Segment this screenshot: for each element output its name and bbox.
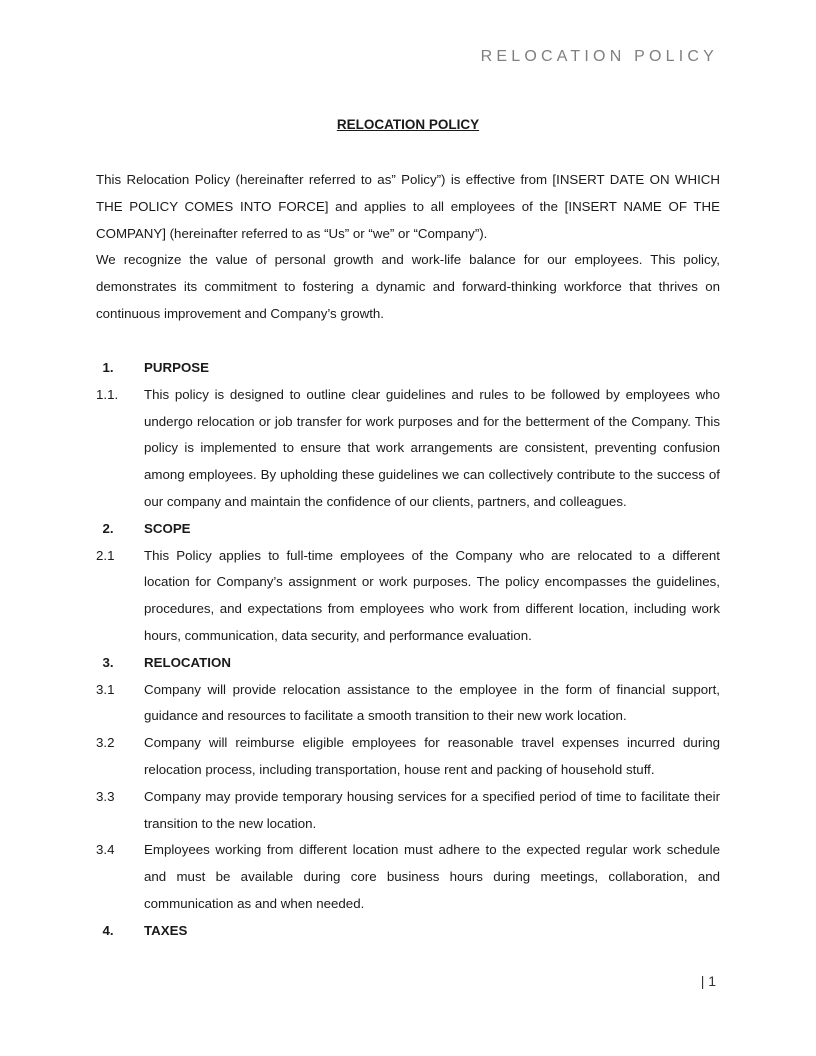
clause-number: 1. [102,360,114,375]
clause-text: Company will reimburse eligible employees for reasonable travel expenses incurred during relocation process, including transportation, house rent and packing of household stuff. [144,735,720,777]
policy-sections [96,355,720,945]
clause-number: 3.4 [96,842,115,858]
heading-text: TAXES [144,922,188,938]
clause-number: 1.1. [96,386,119,402]
clause-text: This policy is designed to outline clear guidelines and rules to be followed by employees who undergo relocation or job transfer for work purposes and for the betterment of the Company. This policy is implemented to ensure that work arrangements are consistent, preventing confusion among employees. By upholding these guidelines we can collectively contribute to the success of our company and maintain the confidence of our clients, partners, and colleagues. [144,386,720,509]
intro-paragraph: We recognize the value of personal growth and work-life balance for our employees. This policy, demonstrates its commitment to fostering a dynamic and forward-thinking workforce that thrives on continuous improvement and Company’s growth. [96,252,720,321]
clause-number: 3. [102,654,114,670]
section-clause [96,837,720,917]
clause-number: 3.1 [96,681,115,697]
document-title: RELOCATION POLICY [336,117,480,132]
section-clause [96,677,720,731]
clause-number: 3.3 [96,788,115,804]
clause-number: 2.1 [96,547,115,563]
header-title: RELOCATION POLICY [480,48,718,65]
section-heading [96,355,720,382]
clause-text: This Policy applies to full-time employees of the Company who are relocated to a different location for Company’s assignment or work purposes. The policy encompasses the guidelines, procedures, and expectations from employees who work from different location, including work hours, communication, data security, and performance evaluation. [144,547,720,643]
section-heading [96,918,720,945]
heading-text: PURPOSE [144,360,210,375]
section-clause [96,543,720,650]
section-heading [96,516,720,543]
intro-section [96,167,720,328]
section-clause [96,784,720,838]
clause-text: Company will provide relocation assistance to the employee in the form of financial support, guidance and resources to facilitate a smooth transition to their new work location. [144,681,720,724]
clause-text: Employees working from different location must adhere to the expected regular work schedule and must be available during core business hours during meetings, collaboration, and communication as and when needed. [144,842,720,911]
section-clause [96,730,720,784]
clause-number: 3.2 [96,735,115,751]
clause-number: 2. [102,520,114,536]
page-number: | 1 [700,973,716,989]
heading-text: RELOCATION [144,654,231,670]
heading-text: SCOPE [144,520,191,536]
section-heading [96,650,720,677]
section-clause [96,382,720,516]
clause-number: 4. [102,922,114,938]
intro-paragraph: This Relocation Policy (hereinafter referred to as” Policy”) is effective from [INSERT DATE ON WHICH THE POLICY COMES INTO FORCE] and applies to all employees of the [INSERT NAME OF THE COMPANY] (hereinafter referred to as “Us” or “we” or “Company”). [96,172,720,241]
clause-text: Company may provide temporary housing services for a specified period of time to facilitate their transition to the new location. [144,788,720,831]
